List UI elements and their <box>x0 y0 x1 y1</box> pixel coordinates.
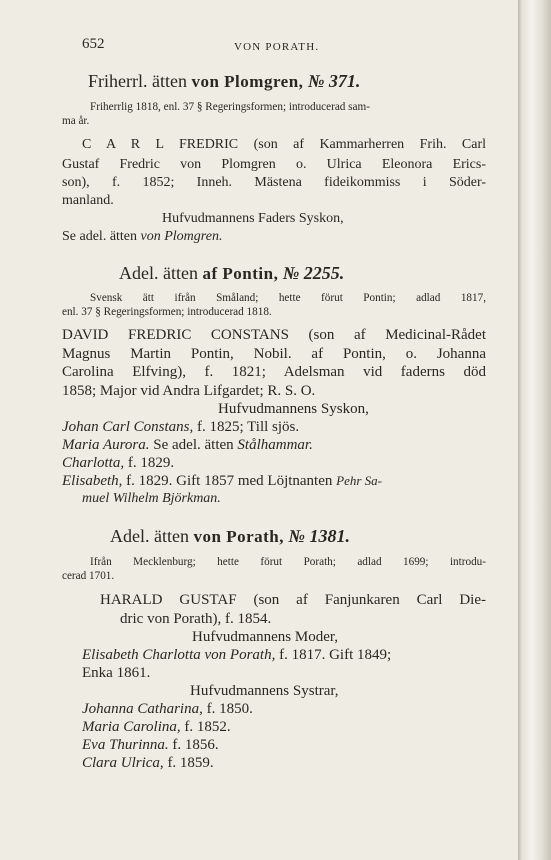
entry-line: C A R L FREDRIC (son af Kammarherren Frih. Carl <box>82 137 486 152</box>
sibling-line: Johan Carl Constans, f. 1825; Till sjös. <box>62 419 300 435</box>
sibling-line: Maria Aurora. Se adel. ätten Stålhammar. <box>62 437 313 453</box>
entry-line: HARALD GUSTAF (son af Fanjunkaren Carl Die- <box>100 592 486 608</box>
entry-line: Gustaf Fredric von Plomgren o. Ulrica Eleonora Erics- <box>62 157 486 172</box>
sister-line: Maria Carolina, f. 1852. <box>82 719 231 735</box>
intro-line: Svensk ätt ifrån Småland; hette förut Pontin; adlad 1817, <box>90 292 486 304</box>
intro-line: enl. 37 § Regeringsformen; introducerad 1818. <box>62 306 272 318</box>
entry-line: dric von Porath), f. 1854. <box>120 611 272 627</box>
mother-line: Elisabeth Charlotta von Porath, f. 1817. Gift 1849; <box>82 647 392 663</box>
entry-line: DAVID FREDRIC CONSTANS (son af Medicinal-Rådet <box>62 327 486 343</box>
sibling-line: Elisabeth, f. 1829. Gift 1857 med Löjtnanten Pehr Sa- <box>62 473 382 489</box>
intro-line: Friherrlig 1818, enl. 37 § Regeringsformen; introducerad sam- <box>90 101 370 113</box>
page-number: 652 <box>82 36 105 52</box>
sister-line: Eva Thurinna. f. 1856. <box>82 737 219 753</box>
sister-line: Johanna Catharina, f. 1850. <box>82 701 253 717</box>
subheading: Hufvudmannens Systrar, <box>190 683 339 699</box>
intro-line: ma år. <box>62 115 90 127</box>
entry-line: Magnus Martin Pontin, Nobil. af Pontin, o. Johanna <box>62 346 486 362</box>
running-title: VON PORATH. <box>234 41 320 53</box>
intro-line: cerad 1701. <box>62 570 115 582</box>
entry-line: manland. <box>62 193 114 208</box>
sibling-line: muel Wilhelm Björkman. <box>82 491 221 506</box>
heading-pontin: Adel. ätten af Pontin, № 2255. <box>119 263 345 283</box>
heading-porath: Adel. ätten von Porath, № 1381. <box>110 526 350 546</box>
entry-line: 1858; Major vid Andra Lifgardet; R. S. O. <box>62 383 316 399</box>
subheading: Hufvudmannens Moder, <box>192 629 339 645</box>
mother-line: Enka 1861. <box>82 665 151 681</box>
entry-line: Carolina Elfving), f. 1821; Adelsman vid faderns död <box>62 364 486 380</box>
page-edges <box>518 0 551 860</box>
heading-plomgren: Friherrl. ätten von Plomgren, № 371. <box>88 71 361 91</box>
sibling-line: Charlotta, f. 1829. <box>62 455 175 471</box>
sister-line: Clara Ulrica, f. 1859. <box>82 755 214 771</box>
subheading: Hufvudmannens Faders Syskon, <box>162 211 344 226</box>
see-reference: Se adel. ätten von Plomgren. <box>62 229 223 244</box>
entry-line: son), f. 1852; Inneh. Mästena fideikommiss i Söder- <box>62 175 486 190</box>
subheading: Hufvudmannens Syskon, <box>218 401 369 417</box>
intro-line: Ifrån Mecklenburg; hette förut Porath; adlad 1699; introdu- <box>90 556 486 568</box>
